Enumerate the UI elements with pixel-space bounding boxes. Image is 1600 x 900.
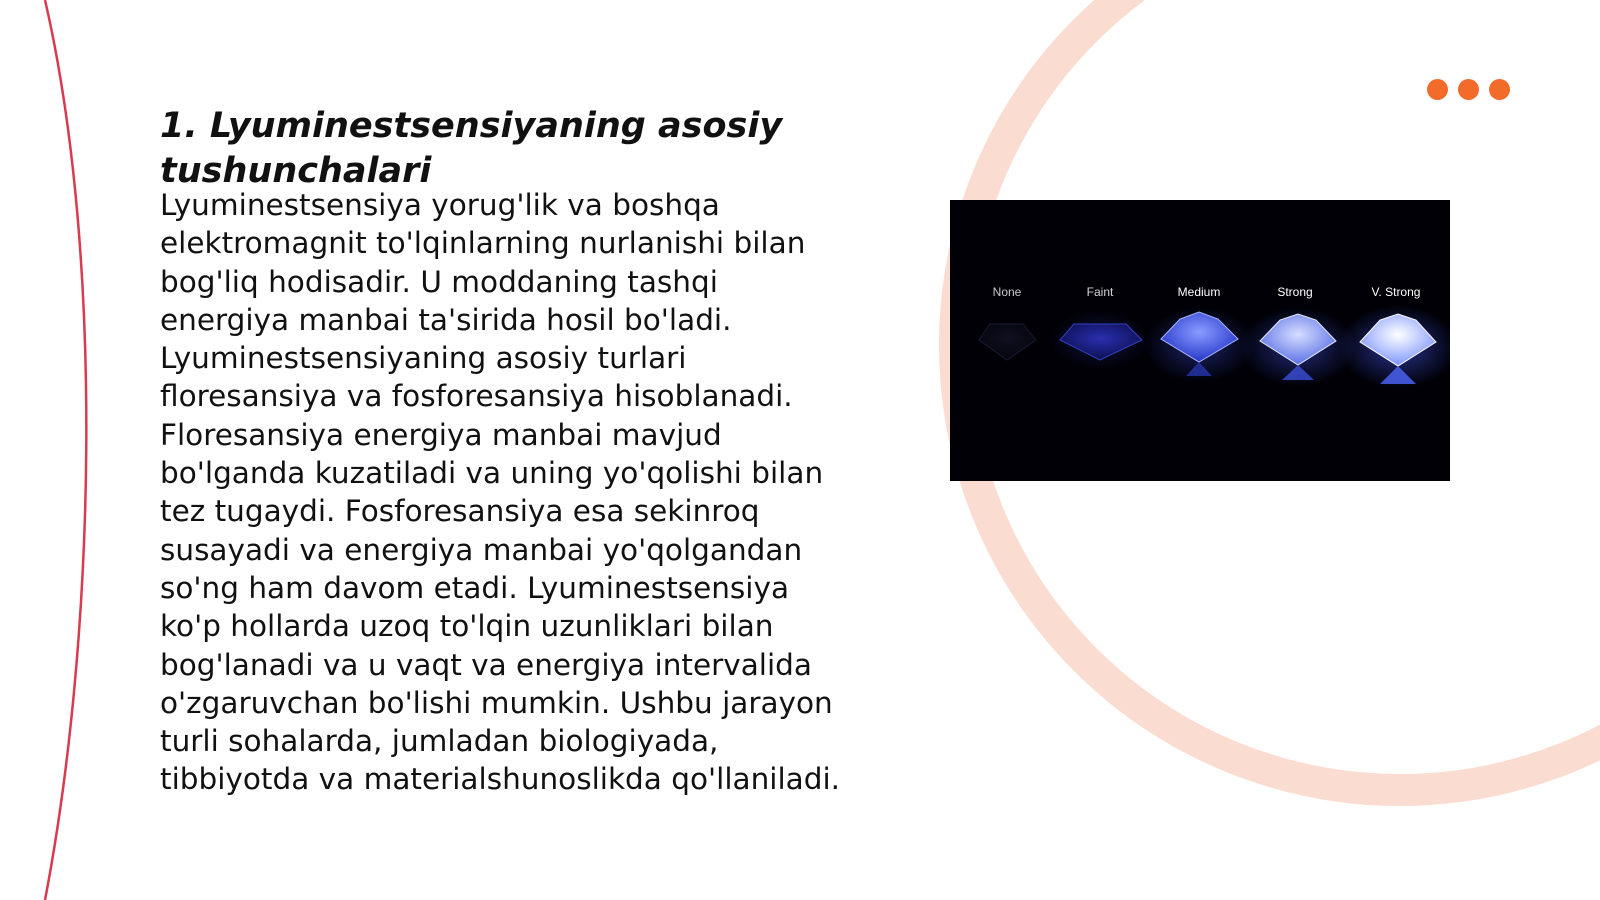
gem-label-none: None: [992, 285, 1022, 299]
dot-3: [1489, 79, 1510, 100]
gem-label-faint: Faint: [1086, 285, 1114, 299]
dot-1: [1427, 79, 1448, 100]
left-red-curve: [45, 0, 86, 900]
gem-none: [979, 324, 1036, 360]
decorative-dots: [1427, 79, 1510, 100]
gem-photo-illustration: [950, 200, 1450, 481]
gem-medium: [1144, 307, 1254, 383]
slide-body-text: Lyuminestsensiya yorug'lik va boshqa elektromagnit to'lqinlarning nurlanishi bilan bog'liq hodisadir. U moddaning tashqi energiya manbai ta'sirida hosil bo'ladi. Lyuminestsensiyaning asosiy turlari floresansiya va fosforesansiya hisoblanadi. Floresansiya energiya manbai mavjud bo'lganda kuzatiladi va uning yo'qolishi bilan tez tugaydi. Fosforesansiya esa sekinroq susayadi va energiya manbai yo'qolgandan so'ng ham davom etadi. Lyuminestsensiya ko'p hollarda uzoq to'lqin uzunliklari bilan bog'lanadi va u vaqt va energiya intervalida o'zgaruvchan bo'lishi mumkin. Ushbu jarayon turli sohalarda, jumladan biologiyada, tibbiyotda va materialshunoslikda qo'llaniladi.: [160, 188, 841, 797]
dot-2: [1458, 79, 1479, 100]
slide-title: 1. Lyuminestsensiyaning asosiy tushunchalari: [160, 106, 783, 191]
gem-label-strong: Strong: [1277, 285, 1313, 299]
fluorescence-gem-photo: [950, 200, 1450, 481]
gem-label-medium: Medium: [1177, 285, 1221, 299]
gem-very-strong: [1338, 305, 1450, 389]
gem-faint: [1050, 310, 1150, 370]
gem-label-v-strong: V. Strong: [1371, 285, 1421, 299]
